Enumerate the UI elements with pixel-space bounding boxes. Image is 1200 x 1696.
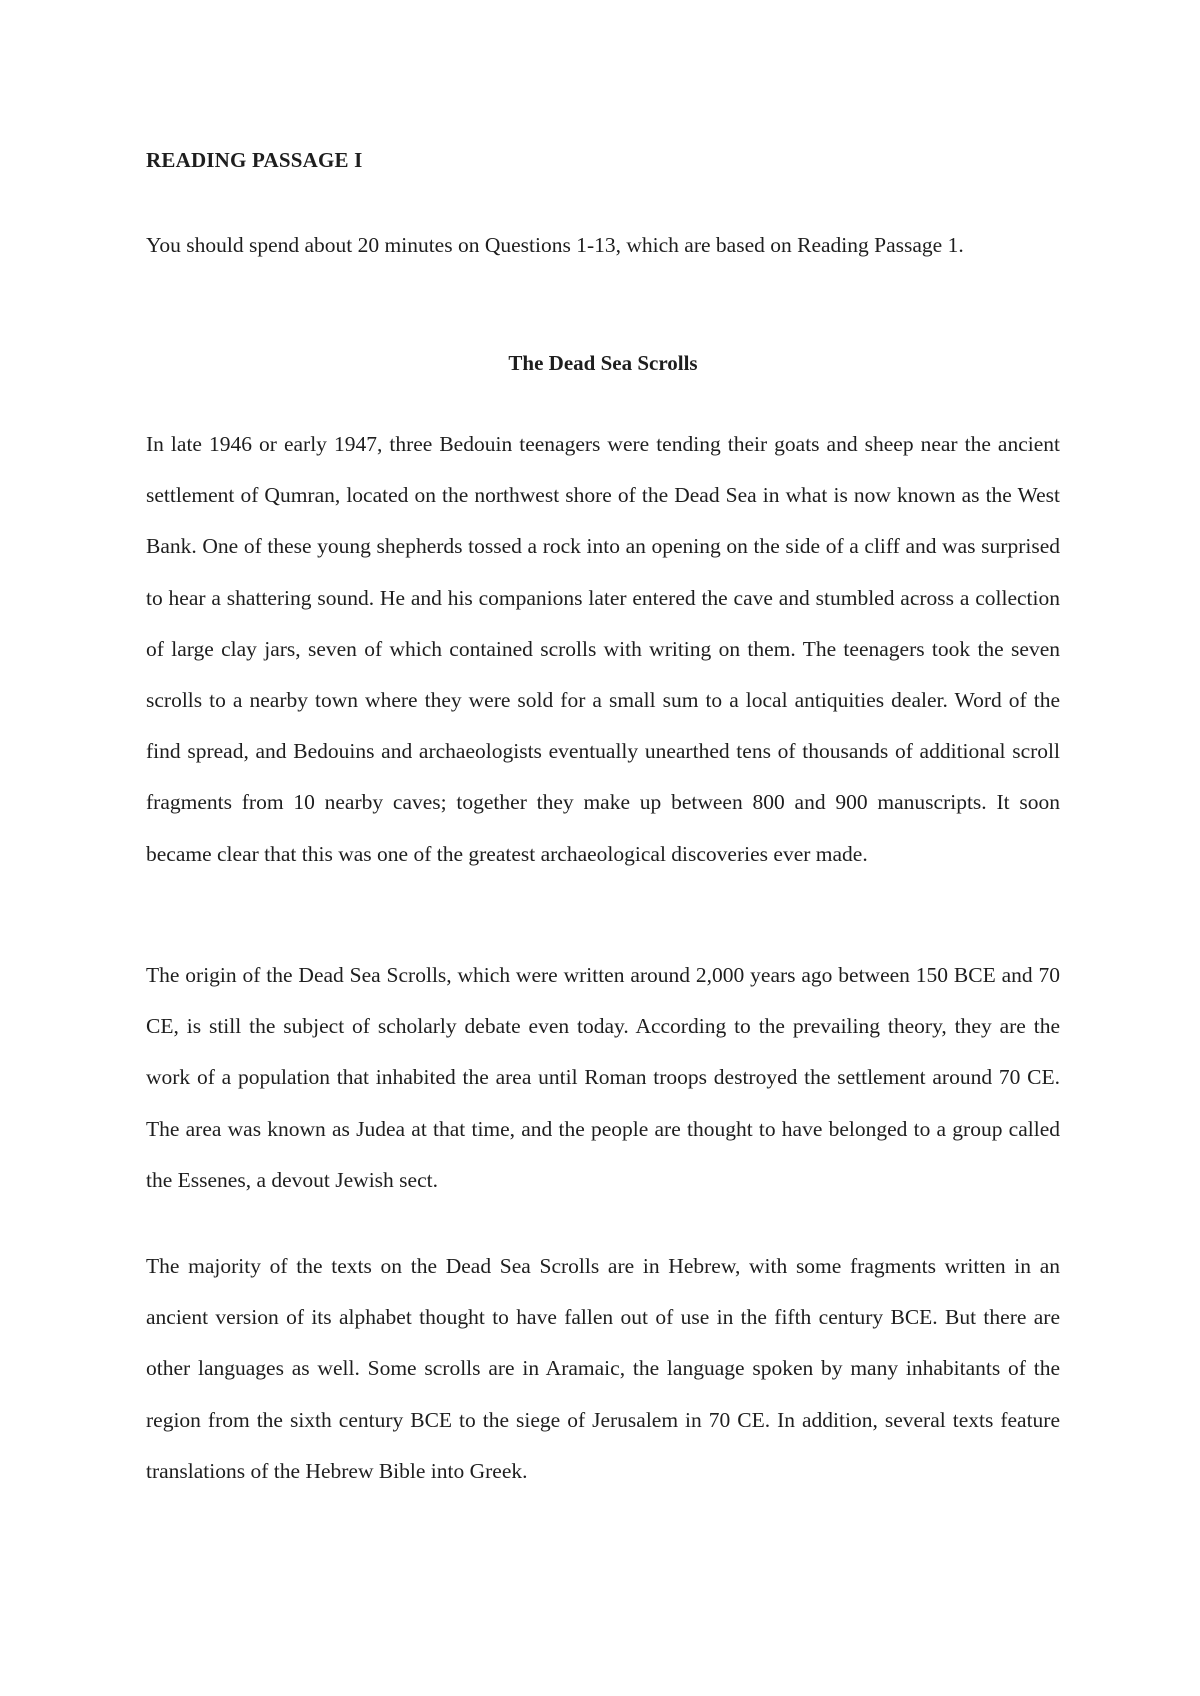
passage-paragraph: The majority of the texts on the Dead Sea Scrolls are in Hebrew, with some fragments written in an ancient version of its alphabet thought to have fallen out of use in the fifth century BCE. But there are other languages as well. Some scrolls are in Aramaic, the language spoken by many inhabitants of the region from the sixth century BCE to the siege of Jerusalem in 70 CE. In addition, several texts feature translations of the Hebrew Bible into Greek. xyxy=(146,1254,1060,1483)
passage-paragraph: In late 1946 or early 1947, three Bedouin teenagers were tending their goats and sheep near the ancient settlement of Qumran, located on the northwest shore of the Dead Sea in what is now known as the West Bank. One of these young shepherds tossed a rock into an opening on the side of a cliff and was surprised to hear a shattering sound. He and his companions later entered the cave and stumbled across a collection of large clay jars, seven of which contained scrolls with writing on them. The teenagers took the seven scrolls to a nearby town where they were sold for a small sum to a local antiquities dealer. Word of the find spread, and Bedouins and archaeologists eventually unearthed tens of thousands of additional scroll fragments from 10 nearby caves; together they make up between 800 and 900 manuscripts. It soon became clear that this was one of the greatest archaeological discoveries ever made. xyxy=(146,432,1060,866)
instructions-text: You should spend about 20 minutes on Questions 1-13, which are based on Reading Passage 1. xyxy=(146,233,964,257)
passage-paragraph: The origin of the Dead Sea Scrolls, which were written around 2,000 years ago between 150 BCE and 70 CE, is still the subject of scholarly debate even today. According to the prevailing theory, they are the work of a population that inhabited the area until Roman troops destroyed the settlement around 70 CE. The area was known as Judea at that time, and the people are thought to have belonged to a group called the Essenes, a devout Jewish sect. xyxy=(146,963,1060,1192)
section-heading: READING PASSAGE I xyxy=(146,148,363,172)
passage-title: The Dead Sea Scrolls xyxy=(508,351,698,375)
